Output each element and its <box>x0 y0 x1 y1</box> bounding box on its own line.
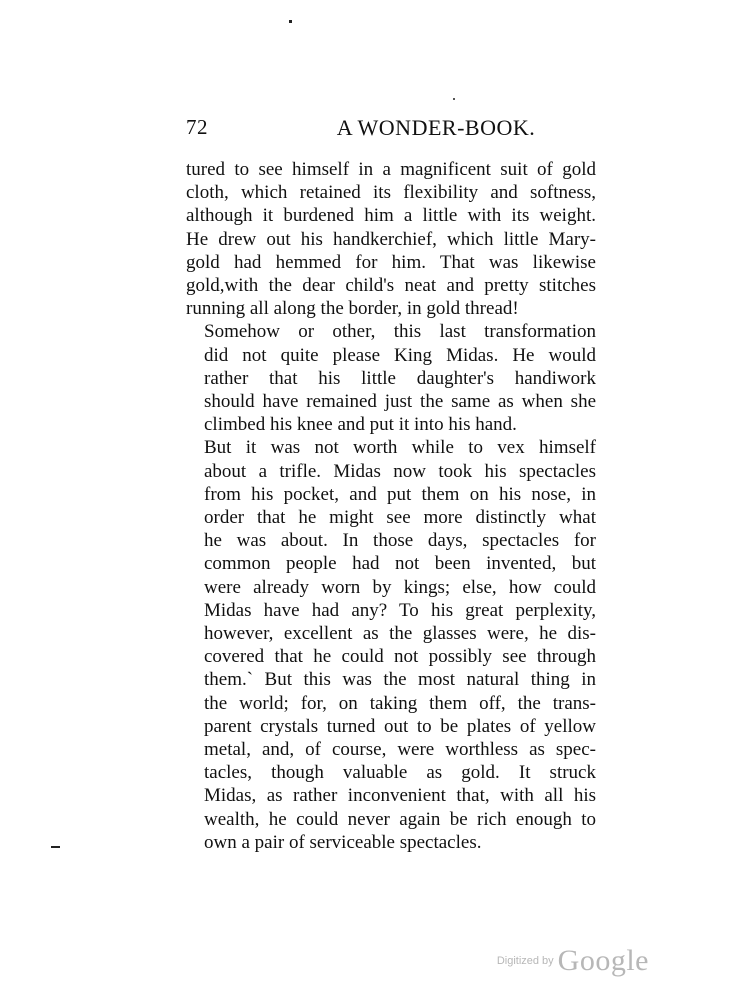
text-line: should have remained just the same as when she <box>204 391 596 413</box>
text-line: he was about. In those days, spectacles for <box>204 530 596 552</box>
text-line: metal, and, of course, were worthless as spec- <box>204 739 596 761</box>
text-line: climbed his knee and put it into his hand. <box>204 414 517 436</box>
text-line: common people had not been invented, but <box>204 553 596 575</box>
digitized-by-google-watermark <box>497 944 649 978</box>
page-number: 72 <box>186 115 208 139</box>
text-line: He drew out his handkerchief, which little Mary- <box>186 228 596 250</box>
text-line: tacles, though valuable as gold. It struck <box>204 762 596 784</box>
text-line: them.` But this was the most natural thing in <box>204 669 596 691</box>
text-line: Midas have had any? To his great perplexity, <box>204 599 596 621</box>
scan-speck-upper <box>453 98 455 100</box>
text-line: Midas, as rather inconvenient that, with all his <box>204 785 596 807</box>
text-line: running all along the border, in gold thread! <box>186 298 519 320</box>
page-header <box>186 115 596 145</box>
text-line: rather that his little daughter's handiwork <box>204 367 596 389</box>
text-line: the world; for, on taking them off, the trans- <box>204 692 596 714</box>
text-line: were already worn by kings; else, how could <box>204 576 596 598</box>
paragraph <box>186 320 596 436</box>
watermark-prefix: Digitized by <box>496 955 554 967</box>
running-head: A WONDER-BOOK. <box>336 115 536 140</box>
text-line: parent crystals turned out to be plates of yellow <box>204 715 596 737</box>
paragraph <box>186 436 596 854</box>
text-line: tured to see himself in a magnificent suit of gold <box>186 159 596 180</box>
text-line: But it was not worth while to vex himself <box>204 437 596 459</box>
text-line: gold had hemmed for him. That was likewise <box>186 251 596 273</box>
text-line: although it burdened him a little with its weight. <box>186 205 596 227</box>
scan-mark-left <box>51 846 60 848</box>
text-line: covered that he could not possibly see through <box>204 646 596 668</box>
text-line: gold,with the dear child's neat and pretty stitches <box>186 275 596 297</box>
text-line: Somehow or other, this last transformation <box>204 321 596 343</box>
paragraph <box>186 158 596 320</box>
text-line: however, excellent as the glasses were, he dis- <box>204 623 596 645</box>
google-logo: Google <box>557 944 649 977</box>
text-line: order that he might see more distinctly what <box>204 507 596 529</box>
scan-speck-top <box>289 20 292 23</box>
text-line: did not quite please King Midas. He would <box>204 344 596 366</box>
body-text <box>186 158 596 854</box>
text-line: about a trifle. Midas now took his spectacles <box>204 460 596 482</box>
text-line: own a pair of serviceable spectacles. <box>204 831 482 853</box>
text-line: cloth, which retained its flexibility and softness, <box>186 182 596 204</box>
text-line: wealth, he could never again be rich enough to <box>204 808 596 830</box>
text-line: from his pocket, and put them on his nose, in <box>204 483 596 505</box>
